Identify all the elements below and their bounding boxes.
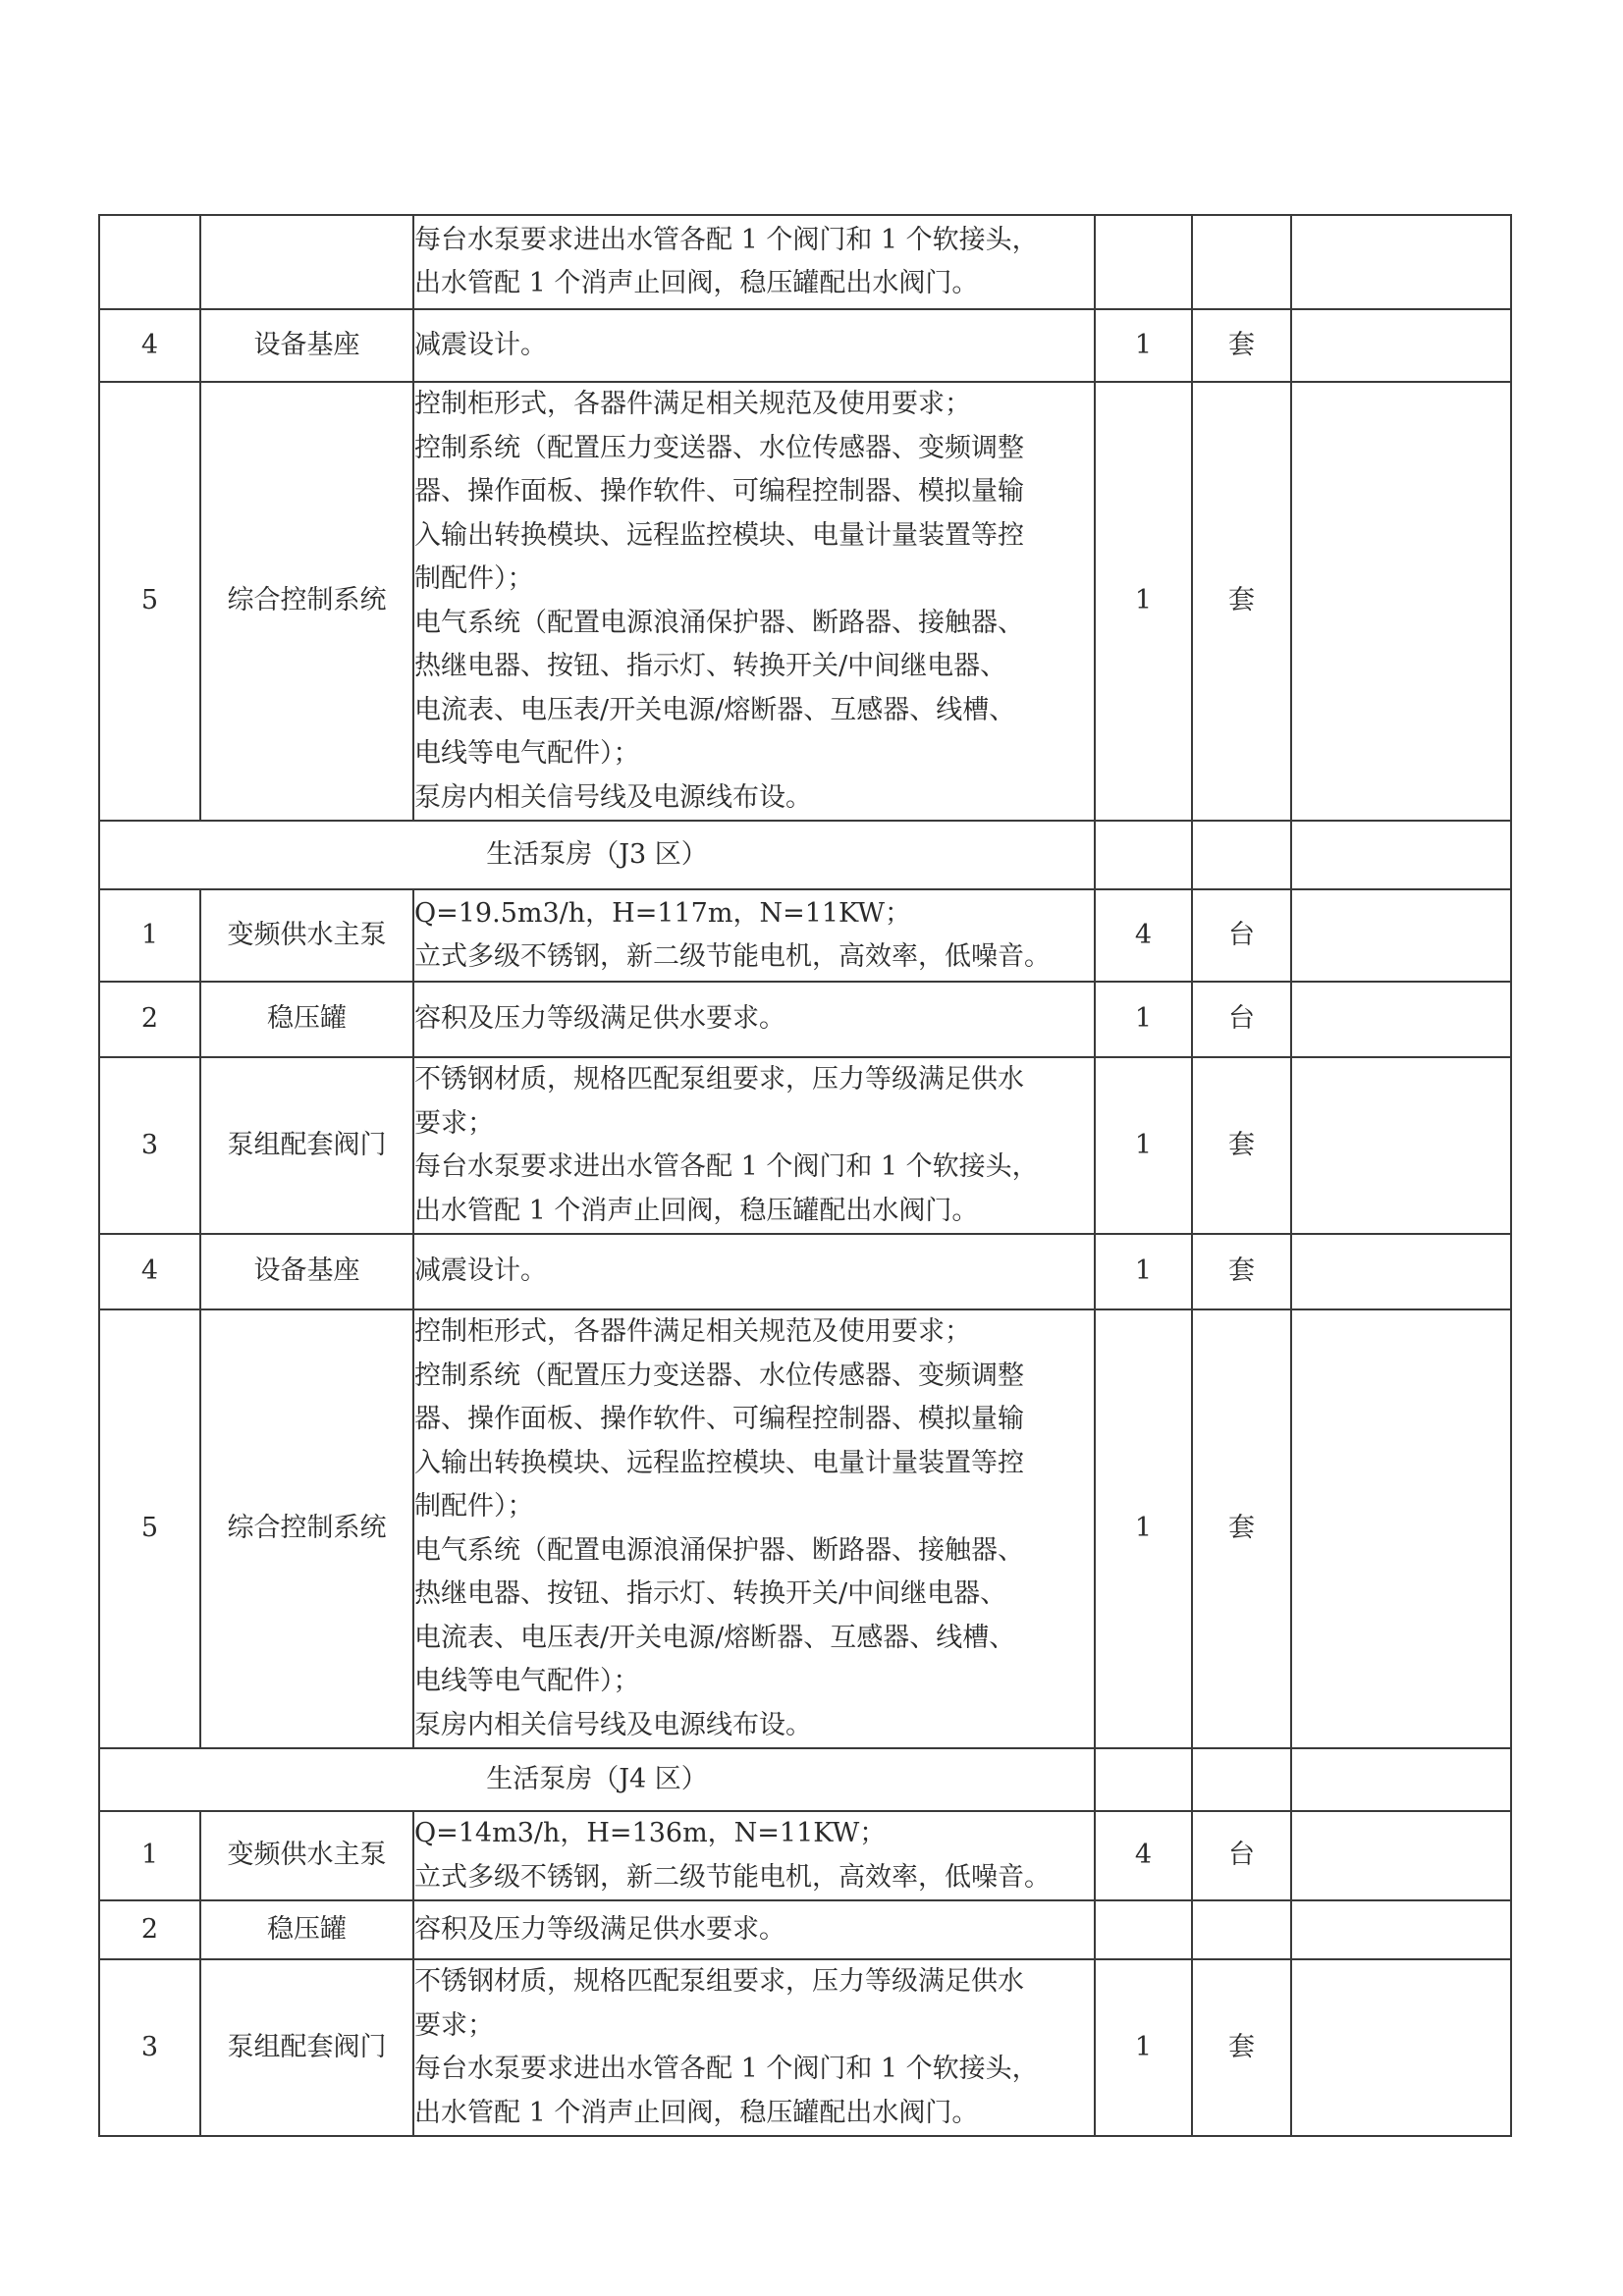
remark xyxy=(1291,1057,1511,1234)
description-line: 要求； xyxy=(414,1107,494,1139)
item-description xyxy=(413,1234,1095,1309)
remark xyxy=(1291,1309,1511,1748)
unit xyxy=(1192,1900,1291,1959)
remark xyxy=(1291,215,1511,309)
unit xyxy=(1192,215,1291,309)
unit: 台 xyxy=(1192,982,1291,1057)
description-line: 每台水泵要求进出水管各配 1 个阀门和 1 个软接头， xyxy=(414,1151,1039,1182)
description-line: 制配件）； xyxy=(414,1491,534,1522)
quantity: 1 xyxy=(1095,1234,1192,1309)
table-row xyxy=(99,382,1511,821)
item-description xyxy=(413,1309,1095,1748)
description-line: 控制柜形式，各器件满足相关规范及使用要求； xyxy=(414,389,971,419)
description-line: 不锈钢材质，规格匹配泵组要求，压力等级满足供水 xyxy=(414,1966,1024,1997)
description-line: 每台水泵要求进出水管各配 1 个阀门和 1 个软接头， xyxy=(414,2054,1039,2084)
quantity: 4 xyxy=(1095,1811,1192,1900)
row-number xyxy=(99,215,200,309)
description-line: 出水管配 1 个消声止回阀，稳压罐配出水阀门。 xyxy=(414,2097,979,2128)
row-number: 3 xyxy=(99,1959,200,2136)
item-name xyxy=(200,215,413,309)
description-line: 每台水泵要求进出水管各配 1 个阀门和 1 个软接头， xyxy=(414,224,1039,255)
item-description xyxy=(413,382,1095,821)
table-row xyxy=(99,215,1511,309)
item-description xyxy=(413,1811,1095,1900)
remark xyxy=(1291,309,1511,382)
table-row xyxy=(99,1057,1511,1234)
description-line: 控制系统（配置压力变送器、水位传感器、变频调整 xyxy=(414,432,1024,463)
table-row xyxy=(99,1234,1511,1309)
description-line: Q=14m3/h，H=136m，N=11KW； xyxy=(414,1818,887,1848)
unit: 套 xyxy=(1192,1309,1291,1748)
description-line: 电流表、电压表/开关电源/熔断器、互感器、线槽、 xyxy=(414,1622,1016,1653)
row-number: 4 xyxy=(99,309,200,382)
table-row xyxy=(99,982,1511,1057)
item-name: 变频供水主泵 xyxy=(200,889,413,982)
item-name: 泵组配套阀门 xyxy=(200,1959,413,2136)
description-line: 立式多级不锈钢，新二级节能电机，高效率，低噪音。 xyxy=(414,1861,1051,1893)
remark xyxy=(1291,889,1511,982)
quantity: 1 xyxy=(1095,309,1192,382)
description-line: 要求； xyxy=(414,2009,494,2041)
description-line: 出水管配 1 个消声止回阀，稳压罐配出水阀门。 xyxy=(414,268,979,298)
description-line: 热继电器、按钮、指示灯、转换开关/中间继电器、 xyxy=(414,1578,1007,1609)
description-line: 泵房内相关信号线及电源线布设。 xyxy=(414,781,812,813)
remark xyxy=(1291,1959,1511,2136)
row-number: 2 xyxy=(99,982,200,1057)
quantity xyxy=(1095,1900,1192,1959)
table-row xyxy=(99,1811,1511,1900)
description-line: 容积及压力等级满足供水要求。 xyxy=(414,1913,785,1945)
item-name: 变频供水主泵 xyxy=(200,1811,413,1900)
row-number: 5 xyxy=(99,1309,200,1748)
unit: 套 xyxy=(1192,1234,1291,1309)
unit: 套 xyxy=(1192,1057,1291,1234)
quantity xyxy=(1095,215,1192,309)
item-name: 稳压罐 xyxy=(200,1900,413,1959)
description-line: 器、操作面板、操作软件、可编程控制器、模拟量输 xyxy=(414,1404,1024,1434)
description-line: 电流表、电压表/开关电源/熔断器、互感器、线槽、 xyxy=(414,694,1016,725)
row-number: 2 xyxy=(99,1900,200,1959)
unit: 套 xyxy=(1192,382,1291,821)
table-row xyxy=(99,1959,1511,2136)
item-name: 设备基座 xyxy=(200,309,413,382)
item-description xyxy=(413,889,1095,982)
description-line: 控制柜形式，各器件满足相关规范及使用要求； xyxy=(414,1316,971,1347)
quantity: 1 xyxy=(1095,382,1192,821)
section-title: 生活泵房（J4 区） xyxy=(99,1748,1095,1811)
item-name: 综合控制系统 xyxy=(200,382,413,821)
description-line: 立式多级不锈钢，新二级节能电机，高效率，低噪音。 xyxy=(414,941,1051,972)
remark xyxy=(1291,1900,1511,1959)
description-line: 减震设计。 xyxy=(414,1255,547,1287)
description-line: 电气系统（配置电源浪涌保护器、断路器、接触器、 xyxy=(414,1534,1024,1566)
section-header-row xyxy=(99,1748,1511,1811)
row-number: 1 xyxy=(99,889,200,982)
description-line: 控制系统（配置压力变送器、水位传感器、变频调整 xyxy=(414,1360,1024,1391)
description-line: Q=19.5m3/h，H=117m，N=11KW； xyxy=(414,897,912,929)
unit: 套 xyxy=(1192,1959,1291,2136)
quantity: 1 xyxy=(1095,982,1192,1057)
table-body xyxy=(99,215,1511,2136)
description-line: 不锈钢材质，规格匹配泵组要求，压力等级满足供水 xyxy=(414,1064,1024,1095)
item-description xyxy=(413,1900,1095,1959)
description-line: 容积及压力等级满足供水要求。 xyxy=(414,1003,785,1035)
description-line: 制配件）； xyxy=(414,563,534,594)
description-line: 电气系统（配置电源浪涌保护器、断路器、接触器、 xyxy=(414,607,1024,638)
description-line: 电线等电气配件）； xyxy=(414,738,640,769)
remark xyxy=(1291,382,1511,821)
equipment-table xyxy=(98,214,1512,2137)
unit: 台 xyxy=(1192,1811,1291,1900)
description-line: 减震设计。 xyxy=(414,329,547,360)
item-description xyxy=(413,982,1095,1057)
table-row xyxy=(99,1309,1511,1748)
table-row xyxy=(99,1900,1511,1959)
row-number: 3 xyxy=(99,1057,200,1234)
section-header-row xyxy=(99,821,1511,889)
table-row xyxy=(99,889,1511,982)
remark xyxy=(1291,982,1511,1057)
item-name: 综合控制系统 xyxy=(200,1309,413,1748)
quantity: 1 xyxy=(1095,1057,1192,1234)
item-description xyxy=(413,215,1095,309)
item-description xyxy=(413,1959,1095,2136)
quantity: 1 xyxy=(1095,1959,1192,2136)
table-row xyxy=(99,309,1511,382)
section-title: 生活泵房（J3 区） xyxy=(99,821,1095,889)
description-line: 热继电器、按钮、指示灯、转换开关/中间继电器、 xyxy=(414,651,1007,681)
row-number: 1 xyxy=(99,1811,200,1900)
item-name: 稳压罐 xyxy=(200,982,413,1057)
unit: 套 xyxy=(1192,309,1291,382)
description-line: 器、操作面板、操作软件、可编程控制器、模拟量输 xyxy=(414,476,1024,507)
description-line: 入输出转换模块、远程监控模块、电量计量装置等控 xyxy=(414,1447,1024,1478)
item-name: 泵组配套阀门 xyxy=(200,1057,413,1234)
item-description xyxy=(413,1057,1095,1234)
quantity: 1 xyxy=(1095,1309,1192,1748)
description-line: 电线等电气配件）； xyxy=(414,1666,640,1696)
row-number: 4 xyxy=(99,1234,200,1309)
description-line: 出水管配 1 个消声止回阀，稳压罐配出水阀门。 xyxy=(414,1195,979,1226)
row-number: 5 xyxy=(99,382,200,821)
description-line: 入输出转换模块、远程监控模块、电量计量装置等控 xyxy=(414,519,1024,551)
item-description xyxy=(413,309,1095,382)
item-name: 设备基座 xyxy=(200,1234,413,1309)
description-line: 泵房内相关信号线及电源线布设。 xyxy=(414,1709,812,1740)
remark xyxy=(1291,1811,1511,1900)
quantity: 4 xyxy=(1095,889,1192,982)
unit: 台 xyxy=(1192,889,1291,982)
remark xyxy=(1291,1234,1511,1309)
